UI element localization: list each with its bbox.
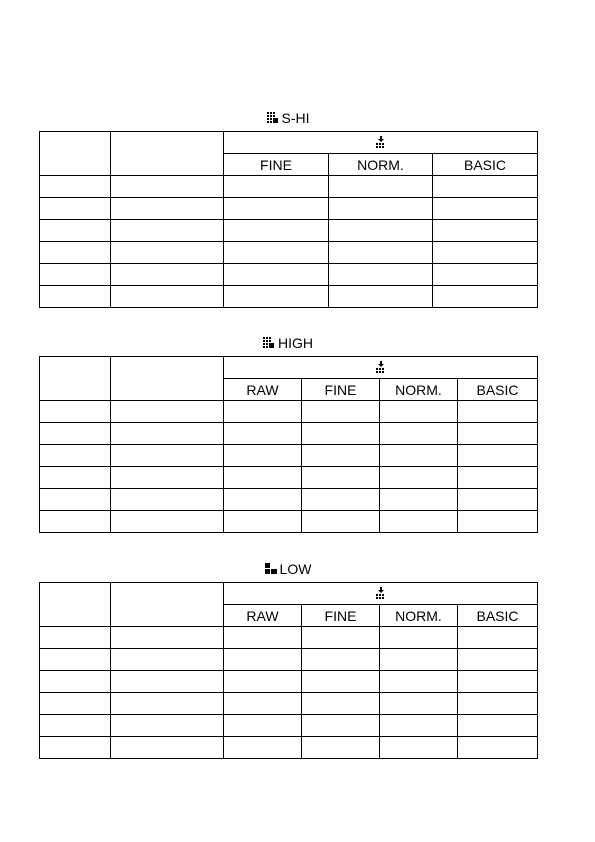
table-row bbox=[40, 220, 538, 242]
column-header: BASIC bbox=[458, 605, 538, 627]
column-header: FINE bbox=[224, 154, 329, 176]
download-stack-icon bbox=[375, 360, 387, 376]
table-row bbox=[40, 627, 538, 649]
column-header: BASIC bbox=[433, 154, 538, 176]
header-cell-blank bbox=[111, 357, 224, 401]
image-quality-table bbox=[39, 131, 538, 308]
table-row bbox=[40, 401, 538, 423]
table-row bbox=[40, 198, 538, 220]
table-row bbox=[40, 511, 538, 533]
header-icon-cell bbox=[224, 357, 538, 379]
section-title-text: HIGH bbox=[278, 335, 313, 351]
header-row bbox=[40, 357, 538, 379]
table-row bbox=[40, 242, 538, 264]
table-row bbox=[40, 737, 538, 759]
fine-grid-quality-icon bbox=[263, 335, 276, 351]
table-row bbox=[40, 264, 538, 286]
header-icon-cell bbox=[224, 132, 538, 154]
table-row bbox=[40, 286, 538, 308]
column-header: NORM. bbox=[380, 379, 458, 401]
column-header: FINE bbox=[302, 605, 380, 627]
table-row bbox=[40, 693, 538, 715]
table-row bbox=[40, 176, 538, 198]
table-row bbox=[40, 671, 538, 693]
column-header: NORM. bbox=[329, 154, 433, 176]
table-row bbox=[40, 715, 538, 737]
header-row bbox=[40, 583, 538, 605]
download-stack-icon bbox=[375, 135, 387, 151]
section-title-text: LOW bbox=[279, 561, 312, 577]
table-row bbox=[40, 467, 538, 489]
fine-grid-quality-icon bbox=[267, 110, 280, 126]
column-header: RAW bbox=[224, 605, 302, 627]
section-title-text: S-HI bbox=[281, 110, 310, 126]
section-title bbox=[39, 110, 537, 126]
column-header: NORM. bbox=[380, 605, 458, 627]
image-quality-table bbox=[39, 582, 538, 759]
image-quality-table bbox=[39, 356, 538, 533]
column-header: BASIC bbox=[458, 379, 538, 401]
table-row bbox=[40, 489, 538, 511]
header-cell-blank bbox=[40, 132, 111, 176]
coarse-grid-quality-icon bbox=[265, 561, 278, 577]
column-header: RAW bbox=[224, 379, 302, 401]
table-row bbox=[40, 649, 538, 671]
section-title bbox=[39, 561, 537, 577]
header-cell-blank bbox=[111, 132, 224, 176]
header-cell-blank bbox=[40, 583, 111, 627]
table-row bbox=[40, 445, 538, 467]
header-row bbox=[40, 132, 538, 154]
table-row bbox=[40, 423, 538, 445]
column-header: FINE bbox=[302, 379, 380, 401]
download-stack-icon bbox=[375, 586, 387, 602]
header-icon-cell bbox=[224, 583, 538, 605]
header-cell-blank bbox=[111, 583, 224, 627]
header-cell-blank bbox=[40, 357, 111, 401]
section-title bbox=[39, 335, 537, 351]
